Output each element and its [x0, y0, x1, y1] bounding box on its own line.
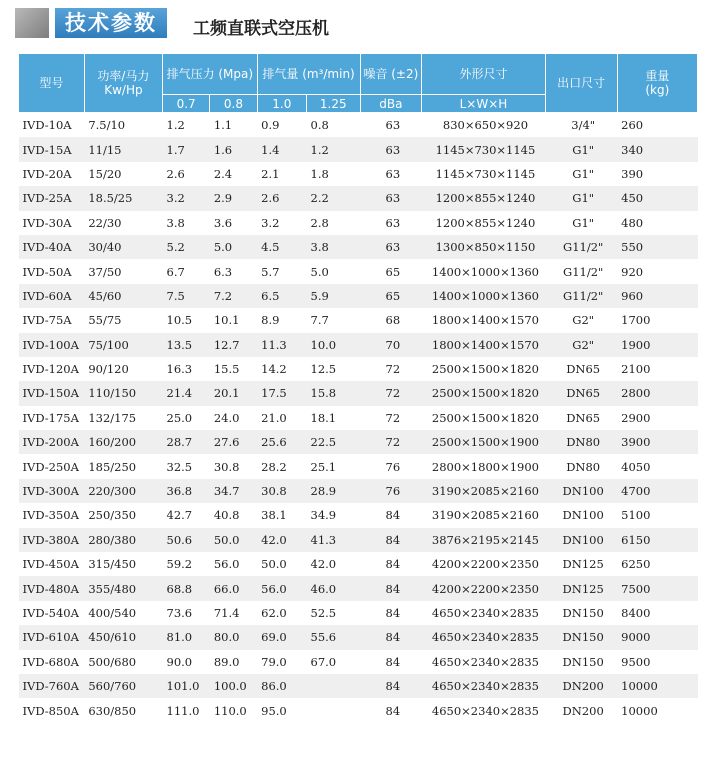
table-cell: IVD-15A [19, 137, 85, 161]
table-cell: 920 [621, 264, 644, 279]
table-cell: 45/60 [84, 284, 162, 308]
table-cell: 7.2 [210, 284, 257, 308]
table-cell: 4650×2340×2835 [422, 625, 545, 649]
table-cell: 18.1 [310, 410, 337, 425]
table-cell: 65 [360, 284, 422, 308]
table-cell: 86.0 [257, 674, 306, 698]
table-cell: 10.1 [213, 313, 240, 328]
table-cell: 111.0 [166, 703, 200, 718]
table-row [19, 357, 698, 381]
table-cell: IVD-25A [19, 186, 85, 210]
col-pressure-1-25: 1.25 [307, 95, 361, 113]
table-cell: 70 [360, 333, 422, 357]
col-weight: 重量 (kg) [617, 54, 697, 113]
table-cell: 16.3 [166, 362, 193, 377]
table-cell: 0.8 [310, 118, 329, 133]
table-cell: 28.7 [163, 430, 210, 454]
table-cell: 25.6 [257, 430, 306, 454]
table-cell: 50.0 [261, 557, 287, 572]
table-cell: 0.9 [261, 118, 280, 133]
table-cell: 4650×2340×2835 [422, 674, 545, 698]
table-cell: 84 [360, 625, 422, 649]
table-cell: 42.7 [166, 508, 193, 523]
table-cell: 30.8 [257, 479, 306, 503]
header-row-main [19, 54, 698, 95]
table-cell: 21.4 [163, 381, 210, 405]
table-cell: 10.0 [307, 333, 361, 357]
table-cell: 7.5/10 [88, 118, 126, 133]
table-cell: 40.8 [213, 508, 240, 523]
table-cell: 110.0 [213, 703, 247, 718]
table-cell: 3.2 [163, 186, 210, 210]
table-cell: 1.4 [257, 137, 306, 161]
table-cell: 90/120 [88, 362, 129, 377]
table-cell: 12.7 [210, 333, 257, 357]
table-row [19, 259, 698, 283]
table-cell: DN65 [566, 362, 601, 377]
table-cell: G11/2" [545, 284, 617, 308]
table-cell: 1.2 [307, 137, 361, 161]
spec-table [18, 53, 698, 723]
table-cell: 1.6 [210, 137, 257, 161]
table-cell: 110/150 [84, 381, 162, 405]
table-cell: 220/300 [84, 479, 162, 503]
table-cell: IVD-100A [19, 333, 85, 357]
table-cell: 55/75 [88, 313, 122, 328]
table-cell: IVD-150A [19, 381, 85, 405]
table-cell: G1" [572, 166, 595, 181]
table-row [19, 333, 698, 357]
table-row [19, 503, 698, 527]
table-cell: IVD-300A [19, 479, 85, 503]
table-cell: 4650×2340×2835 [431, 606, 539, 620]
table-cell: 2.4 [213, 166, 233, 181]
table-cell: 960 [617, 284, 697, 308]
table-cell: 1800×1400×1570 [422, 333, 545, 357]
table-cell: 550 [617, 235, 697, 259]
table-cell: 630/850 [88, 703, 137, 718]
table-cell: 2.2 [307, 186, 361, 210]
table-cell: 6.3 [213, 264, 233, 279]
title-square-decoration [15, 8, 49, 38]
table-cell: 17.5 [257, 381, 306, 405]
table-cell: 355/480 [84, 576, 162, 600]
table-cell: 18.5/25 [84, 186, 162, 210]
table-cell: 62.0 [261, 606, 287, 620]
table-cell: 1300×850×1150 [422, 235, 545, 259]
table-cell: 480 [621, 215, 644, 230]
table-cell: 84 [385, 606, 401, 620]
title-bar [15, 6, 415, 40]
table-cell: 76 [385, 459, 401, 474]
table-cell: DN100 [545, 479, 617, 503]
table-cell: IVD-480A [19, 576, 85, 600]
table-cell: 73.6 [166, 606, 193, 620]
table-cell: 280/380 [84, 528, 162, 552]
table-row [19, 528, 698, 552]
table-row [19, 650, 698, 674]
table-cell: IVD-450A [22, 557, 79, 572]
table-cell: IVD-75A [22, 313, 72, 328]
table-cell: 4200×2200×2350 [422, 576, 545, 600]
table-row [19, 284, 698, 308]
table-cell: 2900 [621, 410, 651, 425]
table-cell: 6250 [621, 557, 651, 572]
col-size: 外形尺寸 [422, 54, 545, 95]
table-cell: 22.5 [307, 430, 361, 454]
table-cell: 5100 [621, 508, 651, 523]
table-cell: 69.0 [257, 625, 306, 649]
table-cell: 10000 [617, 674, 697, 698]
table-cell: 1400×1000×1360 [431, 264, 539, 279]
table-cell: 450/610 [84, 625, 162, 649]
table-cell: 22/30 [88, 215, 122, 230]
table-cell: 71.4 [213, 606, 240, 620]
table-cell: 2100 [621, 362, 651, 377]
table-cell: 1145×730×1145 [435, 166, 536, 181]
table-cell: 25.0 [166, 410, 193, 425]
table-cell: 84 [385, 557, 401, 572]
table-cell: 3900 [617, 430, 697, 454]
table-cell: 84 [360, 576, 422, 600]
table-cell: 101.0 [163, 674, 210, 698]
table-cell: 63 [360, 137, 422, 161]
table-cell: 63 [385, 166, 401, 181]
table-cell: 8.9 [261, 313, 280, 328]
table-cell: 81.0 [163, 625, 210, 649]
table-row [19, 308, 698, 332]
table-row [19, 625, 698, 649]
table-cell: 9000 [617, 625, 697, 649]
table-cell: G1" [572, 215, 595, 230]
table-cell: 4700 [617, 479, 697, 503]
table-cell: 66.0 [210, 576, 257, 600]
table-cell: 89.0 [213, 654, 240, 669]
table-cell: DN100 [562, 508, 604, 523]
table-cell: IVD-200A [19, 430, 85, 454]
table-cell: 6150 [617, 528, 697, 552]
table-cell: IVD-350A [22, 508, 79, 523]
table-row [19, 162, 698, 186]
table-row [19, 137, 698, 161]
table-cell: DN150 [545, 625, 617, 649]
page-title: 工频直联式空压机 [193, 19, 329, 39]
table-cell: 315/450 [88, 557, 137, 572]
table-cell: 390 [621, 166, 644, 181]
table-cell: 1.7 [163, 137, 210, 161]
table-cell: IVD-10A [22, 118, 72, 133]
table-cell: 560/760 [84, 674, 162, 698]
table-cell [307, 698, 361, 722]
table-cell: 6.7 [166, 264, 185, 279]
table-row [19, 601, 698, 625]
col-noise: 噪音 (±2) [360, 54, 422, 95]
table-row [19, 430, 698, 454]
section-badge: 技术参数 [55, 8, 167, 38]
table-cell: IVD-120A [22, 362, 79, 377]
table-cell: 1700 [621, 313, 651, 328]
table-cell: 185/250 [88, 459, 137, 474]
table-cell: 75/100 [84, 333, 162, 357]
table-cell: 4.5 [257, 235, 306, 259]
table-cell: 63 [385, 215, 401, 230]
table-cell: 15/20 [88, 166, 122, 181]
table-cell: 340 [617, 137, 697, 161]
table-cell: 4650×2340×2835 [431, 703, 539, 718]
table-cell: 1.1 [213, 118, 233, 133]
table-cell: 84 [360, 674, 422, 698]
table-cell: 84 [385, 654, 401, 669]
table-cell: DN65 [566, 410, 601, 425]
table-cell: 500/680 [88, 654, 137, 669]
table-cell: 1.8 [310, 166, 329, 181]
table-cell: 3190×2085×2160 [422, 479, 545, 503]
table-cell: 5.9 [307, 284, 361, 308]
table-cell: 3.8 [166, 215, 185, 230]
table-cell: 3.6 [213, 215, 233, 230]
table-cell: 72 [360, 381, 422, 405]
table-cell: 13.5 [163, 333, 210, 357]
table-cell: 37/50 [88, 264, 122, 279]
table-row [19, 552, 698, 576]
table-cell: 30/40 [84, 235, 162, 259]
table-cell: 72 [385, 410, 401, 425]
table-cell: IVD-850A [22, 703, 79, 718]
table-cell: 95.0 [261, 703, 287, 718]
table-row [19, 698, 698, 722]
table-row [19, 479, 698, 503]
table-cell: 34.7 [210, 479, 257, 503]
table-cell: 15.5 [213, 362, 240, 377]
table-cell: 3876×2195×2145 [422, 528, 545, 552]
table-row [19, 381, 698, 405]
table-cell: 4050 [621, 459, 651, 474]
table-cell: 25.1 [310, 459, 337, 474]
table-cell: 38.1 [261, 508, 287, 523]
table-cell: 63 [360, 235, 422, 259]
table-cell: 160/200 [84, 430, 162, 454]
table-cell: 5.0 [210, 235, 257, 259]
table-cell: IVD-50A [22, 264, 72, 279]
table-cell: 132/175 [88, 410, 137, 425]
table-cell: IVD-540A [22, 606, 79, 620]
col-pressure: 排气压力 (Mpa) [163, 54, 258, 95]
table-cell: 1.2 [166, 118, 185, 133]
table-cell: G2" [572, 313, 595, 328]
table-cell: DN80 [545, 430, 617, 454]
table-cell: 84 [360, 528, 422, 552]
table-row [19, 235, 698, 259]
table-cell: 32.5 [166, 459, 193, 474]
table-cell: IVD-30A [22, 215, 72, 230]
table-cell: 2.6 [166, 166, 185, 181]
col-power: 功率/马力 Kw/Hp [84, 54, 162, 113]
table-cell: 15.8 [307, 381, 361, 405]
table-cell: DN80 [566, 459, 601, 474]
table-row [19, 186, 698, 210]
table-cell: DN125 [545, 576, 617, 600]
table-cell: 50.0 [210, 528, 257, 552]
table-cell: 52.5 [310, 606, 337, 620]
table-cell: 9500 [621, 654, 651, 669]
table-cell: 72 [360, 430, 422, 454]
table-cell: 11/15 [84, 137, 162, 161]
table-cell: 3.8 [307, 235, 361, 259]
table-cell: 2.8 [310, 215, 329, 230]
table-cell: 5.0 [310, 264, 329, 279]
table-cell: 830×650×920 [442, 118, 529, 133]
table-cell: G11/2" [545, 235, 617, 259]
table-cell: 3.2 [261, 215, 280, 230]
table-cell: 6.5 [257, 284, 306, 308]
table-cell: 2500×1500×1820 [431, 410, 539, 425]
table-row [19, 674, 698, 698]
table-cell: 68.8 [163, 576, 210, 600]
table-cell: IVD-760A [19, 674, 85, 698]
table-cell: 2500×1500×1820 [422, 381, 545, 405]
col-pressure-0-7: 0.7 [163, 95, 210, 113]
table-cell: 2800×1800×1900 [431, 459, 539, 474]
table-cell: DN150 [562, 654, 604, 669]
table-cell: 21.0 [261, 410, 287, 425]
table-cell: 2.6 [257, 186, 306, 210]
table-cell: IVD-60A [19, 284, 85, 308]
table-row [19, 406, 698, 430]
table-cell: 4200×2200×2350 [431, 557, 539, 572]
table-cell: G11/2" [563, 264, 604, 279]
table-cell: 3/4" [571, 118, 596, 133]
table-cell: IVD-610A [19, 625, 85, 649]
table-cell: 5.2 [163, 235, 210, 259]
table-cell: 90.0 [166, 654, 193, 669]
table-cell: 20.1 [210, 381, 257, 405]
table-cell: 59.2 [166, 557, 193, 572]
col-pressure-0-8: 0.8 [210, 95, 257, 113]
table-cell: G1" [545, 186, 617, 210]
table-row [19, 113, 698, 138]
table-cell: DN100 [545, 528, 617, 552]
table-cell: DN200 [545, 674, 617, 698]
table-cell: 27.6 [210, 430, 257, 454]
table-cell: 67.0 [310, 654, 337, 669]
col-size-unit: L×W×H [422, 95, 545, 113]
table-cell: 28.2 [261, 459, 287, 474]
table-cell: 84 [385, 703, 401, 718]
table-cell: 2500×1500×1820 [431, 362, 539, 377]
table-cell: DN150 [562, 606, 604, 620]
col-noise-unit: dBa [360, 95, 422, 113]
table-cell: 46.0 [307, 576, 361, 600]
table-cell: 72 [385, 362, 401, 377]
table-cell: 1400×1000×1360 [422, 284, 545, 308]
table-cell: IVD-20A [22, 166, 72, 181]
table-cell: 34.9 [310, 508, 337, 523]
table-cell [307, 674, 361, 698]
col-flow: 排气量 (m³/min) [257, 54, 360, 95]
table-cell: 42.0 [310, 557, 337, 572]
table-cell: 1200×855×1240 [435, 215, 536, 230]
table-cell: 30.8 [213, 459, 240, 474]
table-cell: G1" [545, 137, 617, 161]
table-cell: 7500 [617, 576, 697, 600]
table-cell: DN125 [562, 557, 604, 572]
table-cell: 41.3 [307, 528, 361, 552]
table-cell: 7.7 [310, 313, 329, 328]
table-cell: 63 [385, 118, 401, 133]
table-cell: 1800×1400×1570 [431, 313, 539, 328]
table-cell: 14.2 [261, 362, 287, 377]
table-cell: 24.0 [213, 410, 240, 425]
table-row [19, 576, 698, 600]
table-cell: G2" [545, 333, 617, 357]
table-cell: 12.5 [310, 362, 337, 377]
table-cell: 65 [385, 264, 401, 279]
table-cell: 8400 [621, 606, 651, 620]
table-cell: 56.0 [213, 557, 240, 572]
table-cell: 100.0 [210, 674, 257, 698]
table-cell: 84 [385, 508, 401, 523]
table-cell: 63 [360, 186, 422, 210]
table-cell: 2.1 [261, 166, 280, 181]
table-cell: 2.9 [210, 186, 257, 210]
col-model: 型号 [19, 54, 85, 113]
table-cell: 3190×2085×2160 [431, 508, 539, 523]
table-cell: IVD-175A [22, 410, 79, 425]
table-cell: 1200×855×1240 [422, 186, 545, 210]
table-cell: 56.0 [257, 576, 306, 600]
table-cell: 36.8 [163, 479, 210, 503]
table-cell: 450 [617, 186, 697, 210]
table-cell: DN65 [545, 381, 617, 405]
col-outlet: 出口尺寸 [545, 54, 617, 113]
table-cell: 5.7 [261, 264, 280, 279]
table-cell: 400/540 [88, 606, 137, 620]
table-cell: 68 [385, 313, 401, 328]
table-cell: 1145×730×1145 [422, 137, 545, 161]
table-cell: IVD-380A [19, 528, 85, 552]
table-cell: 80.0 [210, 625, 257, 649]
table-cell: 10000 [621, 703, 658, 718]
table-cell: 76 [360, 479, 422, 503]
table-cell: 1900 [617, 333, 697, 357]
table-row [19, 454, 698, 478]
col-pressure-1-0: 1.0 [257, 95, 306, 113]
table-cell: IVD-680A [22, 654, 79, 669]
table-cell: IVD-40A [19, 235, 85, 259]
table-row [19, 211, 698, 235]
table-cell: 4650×2340×2835 [431, 654, 539, 669]
table-cell: IVD-250A [22, 459, 79, 474]
table-cell: 79.0 [261, 654, 287, 669]
table-cell: 260 [621, 118, 644, 133]
table-cell: 55.6 [307, 625, 361, 649]
table-cell: 28.9 [307, 479, 361, 503]
table-cell: 2800 [617, 381, 697, 405]
table-cell: 42.0 [257, 528, 306, 552]
table-cell: 250/350 [88, 508, 137, 523]
table-cell: 7.5 [163, 284, 210, 308]
table-cell: 50.6 [163, 528, 210, 552]
table-cell: 11.3 [257, 333, 306, 357]
table-cell: 10.5 [166, 313, 193, 328]
table-cell: DN200 [562, 703, 604, 718]
table-cell: 2500×1500×1900 [422, 430, 545, 454]
